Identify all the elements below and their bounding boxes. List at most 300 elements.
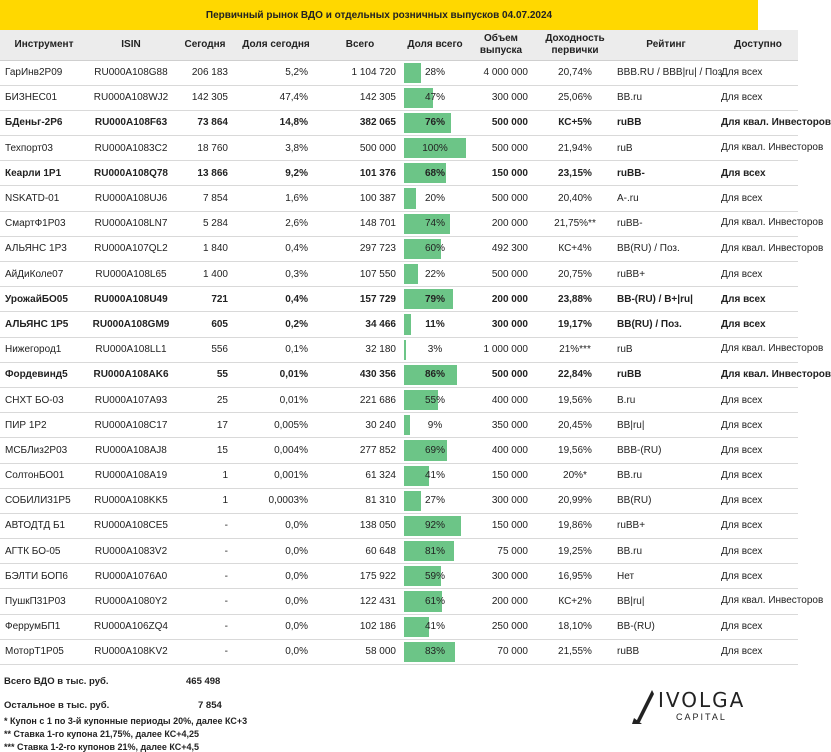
cell-instrument: Техпорт03 (0, 136, 88, 161)
cell-yield: 21%*** (536, 337, 614, 362)
page-title: Первичный рынок ВДО и отдельных розничных выпусков 04.07.2024 (0, 0, 758, 30)
cell-access: Для всех (718, 85, 798, 110)
header-volume: Объем выпуска (466, 30, 536, 60)
cell-share-today: 0,1% (236, 337, 316, 362)
header-share-total: Доля всего (404, 30, 466, 60)
cell-share-total (404, 110, 466, 135)
cell-total: 107 550 (316, 262, 404, 287)
logo-word: IVOLGA (658, 688, 746, 712)
share-bar-label: 83% (424, 646, 445, 658)
cell-total: 430 356 (316, 362, 404, 387)
footnote-3: *** Ставка 1-2-го купонов 21%, далее КС+4,5 (4, 742, 199, 752)
cell-rating: Нет (614, 564, 718, 589)
header-today: Сегодня (174, 30, 236, 60)
cell-today: 25 (174, 387, 236, 412)
cell-volume: 500 000 (466, 262, 536, 287)
cell-instrument: АГТК БО-05 (0, 539, 88, 564)
cell-access: Для всех (718, 287, 798, 312)
cell-share-today: 1,6% (236, 186, 316, 211)
header-isin: ISIN (88, 30, 174, 60)
cell-share-total (404, 589, 466, 614)
share-bar-label: 22% (424, 268, 445, 280)
cell-total: 297 723 (316, 236, 404, 261)
cell-volume: 200 000 (466, 287, 536, 312)
cell-instrument: ФеррумБП1 (0, 614, 88, 639)
cell-yield: 20,45% (536, 413, 614, 438)
cell-volume: 150 000 (466, 463, 536, 488)
cell-isin: RU000A108Q78 (88, 161, 174, 186)
table-row (0, 60, 798, 85)
cell-share-today: 0,0003% (236, 488, 316, 513)
cell-instrument: БЭЛТИ БОП6 (0, 564, 88, 589)
cell-rating: BB|ru| (614, 589, 718, 614)
cell-isin: RU000A108A19 (88, 463, 174, 488)
share-bar-label: 69% (424, 444, 445, 456)
cell-today: - (174, 614, 236, 639)
table-row (0, 488, 798, 513)
cell-total: 221 686 (316, 387, 404, 412)
cell-access: Для всех (718, 488, 798, 513)
cell-access: Для всех (718, 639, 798, 664)
cell-volume: 500 000 (466, 110, 536, 135)
table-row (0, 136, 798, 161)
cell-volume: 500 000 (466, 136, 536, 161)
share-bar-label: 9% (427, 419, 443, 431)
cell-rating: BB|ru| (614, 413, 718, 438)
share-bar-label: 41% (424, 621, 445, 633)
cell-access: Для всех (718, 564, 798, 589)
cell-share-total (404, 513, 466, 538)
cell-rating: A-.ru (614, 186, 718, 211)
cell-yield: 19,56% (536, 387, 614, 412)
cell-isin: RU000A108UJ6 (88, 186, 174, 211)
cell-isin: RU000A1080Y2 (88, 589, 174, 614)
header-rating: Рейтинг (614, 30, 718, 60)
table-row (0, 413, 798, 438)
cell-isin: RU000A108GM9 (88, 312, 174, 337)
share-bar-label: 61% (424, 596, 445, 608)
cell-yield: 16,95% (536, 564, 614, 589)
cell-access: Для всех (718, 60, 798, 85)
table-row (0, 262, 798, 287)
cell-isin: RU000A108U49 (88, 287, 174, 312)
cell-rating: BB.ru (614, 85, 718, 110)
cell-share-today: 0,01% (236, 362, 316, 387)
header-access: Доступно (718, 30, 798, 60)
cell-total: 58 000 (316, 639, 404, 664)
cell-share-today: 47,4% (236, 85, 316, 110)
cell-yield: 19,56% (536, 438, 614, 463)
cell-instrument: СмартФ1Р03 (0, 211, 88, 236)
cell-today: - (174, 513, 236, 538)
table-row (0, 337, 798, 362)
cell-today: 1 (174, 488, 236, 513)
cell-access: Для всех (718, 438, 798, 463)
cell-instrument: ПИР 1Р2 (0, 413, 88, 438)
cell-yield: 22,84% (536, 362, 614, 387)
cell-volume: 500 000 (466, 362, 536, 387)
cell-total: 102 186 (316, 614, 404, 639)
cell-volume: 200 000 (466, 589, 536, 614)
cell-yield: 20,74% (536, 60, 614, 85)
cell-isin: RU000A108F63 (88, 110, 174, 135)
share-bar-label: 76% (424, 117, 445, 129)
table-row (0, 539, 798, 564)
cell-rating: BB.ru (614, 463, 718, 488)
cell-volume: 150 000 (466, 513, 536, 538)
cell-volume: 70 000 (466, 639, 536, 664)
table-row (0, 589, 798, 614)
cell-yield: 21,55% (536, 639, 614, 664)
cell-today: 721 (174, 287, 236, 312)
cell-yield: 21,94% (536, 136, 614, 161)
cell-yield: 18,10% (536, 614, 614, 639)
cell-total: 382 065 (316, 110, 404, 135)
cell-isin: RU000A108WJ2 (88, 85, 174, 110)
table-row (0, 387, 798, 412)
share-bar-label: 20% (424, 193, 445, 205)
cell-access: Для всех (718, 161, 798, 186)
cell-today: 7 854 (174, 186, 236, 211)
cell-rating: BB(RU) (614, 488, 718, 513)
cell-share-today: 0,01% (236, 387, 316, 412)
cell-today: 13 866 (174, 161, 236, 186)
cell-instrument: БДеньг-2Р6 (0, 110, 88, 135)
table-row (0, 161, 798, 186)
cell-instrument: Кеарли 1Р1 (0, 161, 88, 186)
total-vdo-value: 465 498 (186, 676, 221, 687)
table-header (0, 30, 798, 60)
cell-total: 277 852 (316, 438, 404, 463)
cell-access: Для всех (718, 539, 798, 564)
cell-instrument: МоторТ1Р05 (0, 639, 88, 664)
cell-access: Для квал. Инвесторов (718, 136, 798, 161)
cell-yield: 20,40% (536, 186, 614, 211)
cell-total: 157 729 (316, 287, 404, 312)
cell-share-today: 0,3% (236, 262, 316, 287)
cell-total: 500 000 (316, 136, 404, 161)
cell-total: 32 180 (316, 337, 404, 362)
cell-access: Для всех (718, 413, 798, 438)
table-row (0, 287, 798, 312)
share-bar-label: 59% (424, 570, 445, 582)
cell-total: 34 466 (316, 312, 404, 337)
ivolga-logo (628, 688, 746, 728)
share-bar-label: 100% (422, 142, 448, 154)
cell-share-total (404, 287, 466, 312)
cell-volume: 200 000 (466, 211, 536, 236)
cell-rating: BB(RU) / Поз. (614, 312, 718, 337)
cell-rating: ruB (614, 136, 718, 161)
cell-instrument: СОБИЛИ31Р5 (0, 488, 88, 513)
cell-access: Для квал. Инвесторов (718, 211, 798, 236)
cell-total: 30 240 (316, 413, 404, 438)
cell-today: 73 864 (174, 110, 236, 135)
cell-isin: RU000A108L65 (88, 262, 174, 287)
cell-isin: RU000A108KK5 (88, 488, 174, 513)
cell-total: 60 648 (316, 539, 404, 564)
cell-total: 101 376 (316, 161, 404, 186)
cell-share-today: 0,005% (236, 413, 316, 438)
table-row (0, 110, 798, 135)
cell-isin: RU000A1083C2 (88, 136, 174, 161)
cell-share-total (404, 387, 466, 412)
table-row (0, 362, 798, 387)
table-row (0, 564, 798, 589)
cell-rating: BBB-(RU) (614, 438, 718, 463)
cell-share-total (404, 312, 466, 337)
cell-volume: 300 000 (466, 312, 536, 337)
cell-volume: 150 000 (466, 161, 536, 186)
cell-share-total (404, 438, 466, 463)
share-bar-label: 41% (424, 470, 445, 482)
cell-share-today: 9,2% (236, 161, 316, 186)
share-bar-label: 11% (425, 318, 445, 330)
table-row (0, 463, 798, 488)
primary-market-table (0, 30, 831, 665)
cell-isin: RU000A108LN7 (88, 211, 174, 236)
cell-instrument: СолтонБО01 (0, 463, 88, 488)
cell-yield: 23,88% (536, 287, 614, 312)
cell-yield: 20,99% (536, 488, 614, 513)
cell-volume: 300 000 (466, 488, 536, 513)
cell-share-total (404, 211, 466, 236)
share-bar-label: 28% (424, 67, 445, 79)
cell-instrument: Нижегород1 (0, 337, 88, 362)
cell-share-total (404, 539, 466, 564)
cell-rating: ruBB- (614, 161, 718, 186)
cell-instrument: МСБЛиз2Р03 (0, 438, 88, 463)
total-other-label: Остальное в тыс. руб. (4, 700, 110, 711)
cell-share-today: 0,0% (236, 564, 316, 589)
cell-instrument: АЛЬЯНС 1Р5 (0, 312, 88, 337)
cell-share-today: 0,0% (236, 539, 316, 564)
cell-isin: RU000A107QL2 (88, 236, 174, 261)
share-bar-label: 47% (424, 92, 445, 104)
cell-share-today: 0,0% (236, 589, 316, 614)
cell-share-today: 0,0% (236, 639, 316, 664)
cell-access: Для всех (718, 463, 798, 488)
cell-instrument: NSKATD-01 (0, 186, 88, 211)
cell-today: 605 (174, 312, 236, 337)
cell-share-total (404, 614, 466, 639)
table-row (0, 614, 798, 639)
cell-instrument: СНХТ БО-03 (0, 387, 88, 412)
cell-today: 556 (174, 337, 236, 362)
cell-share-total (404, 639, 466, 664)
footnote-1: * Купон с 1 по 3-й купонные периоды 20%, далее КС+3 (4, 716, 248, 726)
share-bar-label: 68% (424, 167, 445, 179)
cell-instrument: УрожайБО05 (0, 287, 88, 312)
cell-volume: 400 000 (466, 387, 536, 412)
cell-today: 55 (174, 362, 236, 387)
cell-rating: ruBB+ (614, 262, 718, 287)
cell-rating: BB-(RU) (614, 614, 718, 639)
cell-share-total (404, 186, 466, 211)
header-share-today: Доля сегодня (236, 30, 316, 60)
cell-total: 122 431 (316, 589, 404, 614)
cell-rating: BB(RU) / Поз. (614, 236, 718, 261)
cell-rating: BBB.RU / BBB|ru| / Поз. (614, 60, 718, 85)
table-row (0, 236, 798, 261)
table-row (0, 438, 798, 463)
cell-share-today: 0,0% (236, 614, 316, 639)
cell-instrument: ГарИнв2Р09 (0, 60, 88, 85)
cell-total: 81 310 (316, 488, 404, 513)
cell-rating: ruBB- (614, 211, 718, 236)
cell-share-total (404, 337, 466, 362)
cell-share-total (404, 564, 466, 589)
header-instrument: Инструмент (0, 30, 88, 60)
cell-total: 100 387 (316, 186, 404, 211)
cell-yield: 19,17% (536, 312, 614, 337)
cell-instrument: АЛЬЯНС 1Р3 (0, 236, 88, 261)
cell-isin: RU000A108AJ8 (88, 438, 174, 463)
cell-isin: RU000A106ZQ4 (88, 614, 174, 639)
cell-access: Для всех (718, 387, 798, 412)
share-bar-label: 60% (424, 243, 445, 255)
cell-volume: 350 000 (466, 413, 536, 438)
cell-volume: 4 000 000 (466, 60, 536, 85)
table-row (0, 639, 798, 664)
cell-share-total (404, 85, 466, 110)
cell-share-total (404, 488, 466, 513)
cell-isin: RU000A108G88 (88, 60, 174, 85)
cell-volume: 500 000 (466, 186, 536, 211)
cell-rating: ruBB (614, 639, 718, 664)
table-row (0, 85, 798, 110)
cell-access: Для всех (718, 186, 798, 211)
cell-yield: 19,25% (536, 539, 614, 564)
cell-access: Для всех (718, 513, 798, 538)
cell-access: Для квал. Инвесторов (718, 362, 798, 387)
cell-rating: B.ru (614, 387, 718, 412)
table-row (0, 513, 798, 538)
cell-yield: КС+4% (536, 236, 614, 261)
cell-yield: 19,86% (536, 513, 614, 538)
cell-volume: 400 000 (466, 438, 536, 463)
cell-rating: ruBB (614, 110, 718, 135)
cell-share-today: 0,001% (236, 463, 316, 488)
cell-rating: ruBB+ (614, 513, 718, 538)
share-bar-label: 74% (424, 218, 445, 230)
logo-sub: CAPITAL (676, 712, 727, 722)
cell-today: - (174, 589, 236, 614)
cell-isin: RU000A107A93 (88, 387, 174, 412)
cell-today: 1 400 (174, 262, 236, 287)
cell-volume: 300 000 (466, 85, 536, 110)
cell-access: Для всех (718, 262, 798, 287)
cell-today: 5 284 (174, 211, 236, 236)
cell-share-total (404, 362, 466, 387)
cell-today: 1 (174, 463, 236, 488)
cell-rating: ruB (614, 337, 718, 362)
cell-yield: 21,75%** (536, 211, 614, 236)
cell-access: Для квал. Инвесторов (718, 589, 798, 614)
share-bar-label: 86% (424, 369, 445, 381)
cell-share-today: 0,4% (236, 287, 316, 312)
cell-share-total (404, 60, 466, 85)
cell-total: 175 922 (316, 564, 404, 589)
cell-share-today: 2,6% (236, 211, 316, 236)
cell-yield: 25,06% (536, 85, 614, 110)
cell-share-total (404, 463, 466, 488)
cell-share-today: 0,004% (236, 438, 316, 463)
cell-today: - (174, 564, 236, 589)
cell-share-today: 3,8% (236, 136, 316, 161)
cell-yield: 23,15% (536, 161, 614, 186)
cell-share-today: 14,8% (236, 110, 316, 135)
cell-isin: RU000A108KV2 (88, 639, 174, 664)
cell-today: 17 (174, 413, 236, 438)
cell-volume: 75 000 (466, 539, 536, 564)
cell-today: 142 305 (174, 85, 236, 110)
cell-isin: RU000A1083V2 (88, 539, 174, 564)
cell-access: Для всех (718, 614, 798, 639)
cell-today: 15 (174, 438, 236, 463)
cell-isin: RU000A108CE5 (88, 513, 174, 538)
cell-instrument: АйДиКоле07 (0, 262, 88, 287)
cell-rating: BB.ru (614, 539, 718, 564)
cell-today: - (174, 639, 236, 664)
cell-access: Для квал. Инвесторов (718, 236, 798, 261)
share-bar-label: 27% (424, 495, 445, 507)
total-vdo-label: Всего ВДО в тыс. руб. (4, 676, 109, 687)
cell-share-total (404, 413, 466, 438)
cell-isin: RU000A108AK6 (88, 362, 174, 387)
cell-access: Для всех (718, 312, 798, 337)
cell-total: 148 701 (316, 211, 404, 236)
cell-yield: 20,75% (536, 262, 614, 287)
cell-total: 142 305 (316, 85, 404, 110)
share-bar-label: 3% (427, 344, 443, 356)
cell-total: 1 104 720 (316, 60, 404, 85)
cell-instrument: Фордевинд5 (0, 362, 88, 387)
cell-isin: RU000A108LL1 (88, 337, 174, 362)
cell-total: 138 050 (316, 513, 404, 538)
share-bar-label: 55% (424, 394, 445, 406)
cell-isin: RU000A108C17 (88, 413, 174, 438)
cell-rating: ruBB (614, 362, 718, 387)
cell-instrument: ПушкП31Р03 (0, 589, 88, 614)
cell-share-today: 5,2% (236, 60, 316, 85)
footnote-2: ** Ставка 1-го купона 21,75%, далее КС+4,25 (4, 729, 199, 739)
cell-total: 61 324 (316, 463, 404, 488)
cell-share-total (404, 161, 466, 186)
cell-yield: 20%* (536, 463, 614, 488)
cell-share-total (404, 136, 466, 161)
cell-volume: 492 300 (466, 236, 536, 261)
cell-access: Для квал. Инвесторов (718, 110, 798, 135)
cell-today: 1 840 (174, 236, 236, 261)
header-total: Всего (316, 30, 404, 60)
bird-icon (628, 688, 658, 726)
cell-instrument: АВТОДТД Б1 (0, 513, 88, 538)
cell-volume: 1 000 000 (466, 337, 536, 362)
header-yield: Доходность первички (536, 30, 614, 60)
total-other-value: 7 854 (198, 700, 222, 711)
cell-yield: КС+5% (536, 110, 614, 135)
cell-share-total (404, 262, 466, 287)
cell-rating: BB-(RU) / B+|ru| (614, 287, 718, 312)
share-bar-label: 81% (424, 545, 445, 557)
cell-today: 18 760 (174, 136, 236, 161)
cell-volume: 300 000 (466, 564, 536, 589)
cell-isin: RU000A1076A0 (88, 564, 174, 589)
cell-share-today: 0,4% (236, 236, 316, 261)
cell-share-total (404, 236, 466, 261)
cell-instrument: БИЗНЕС01 (0, 85, 88, 110)
